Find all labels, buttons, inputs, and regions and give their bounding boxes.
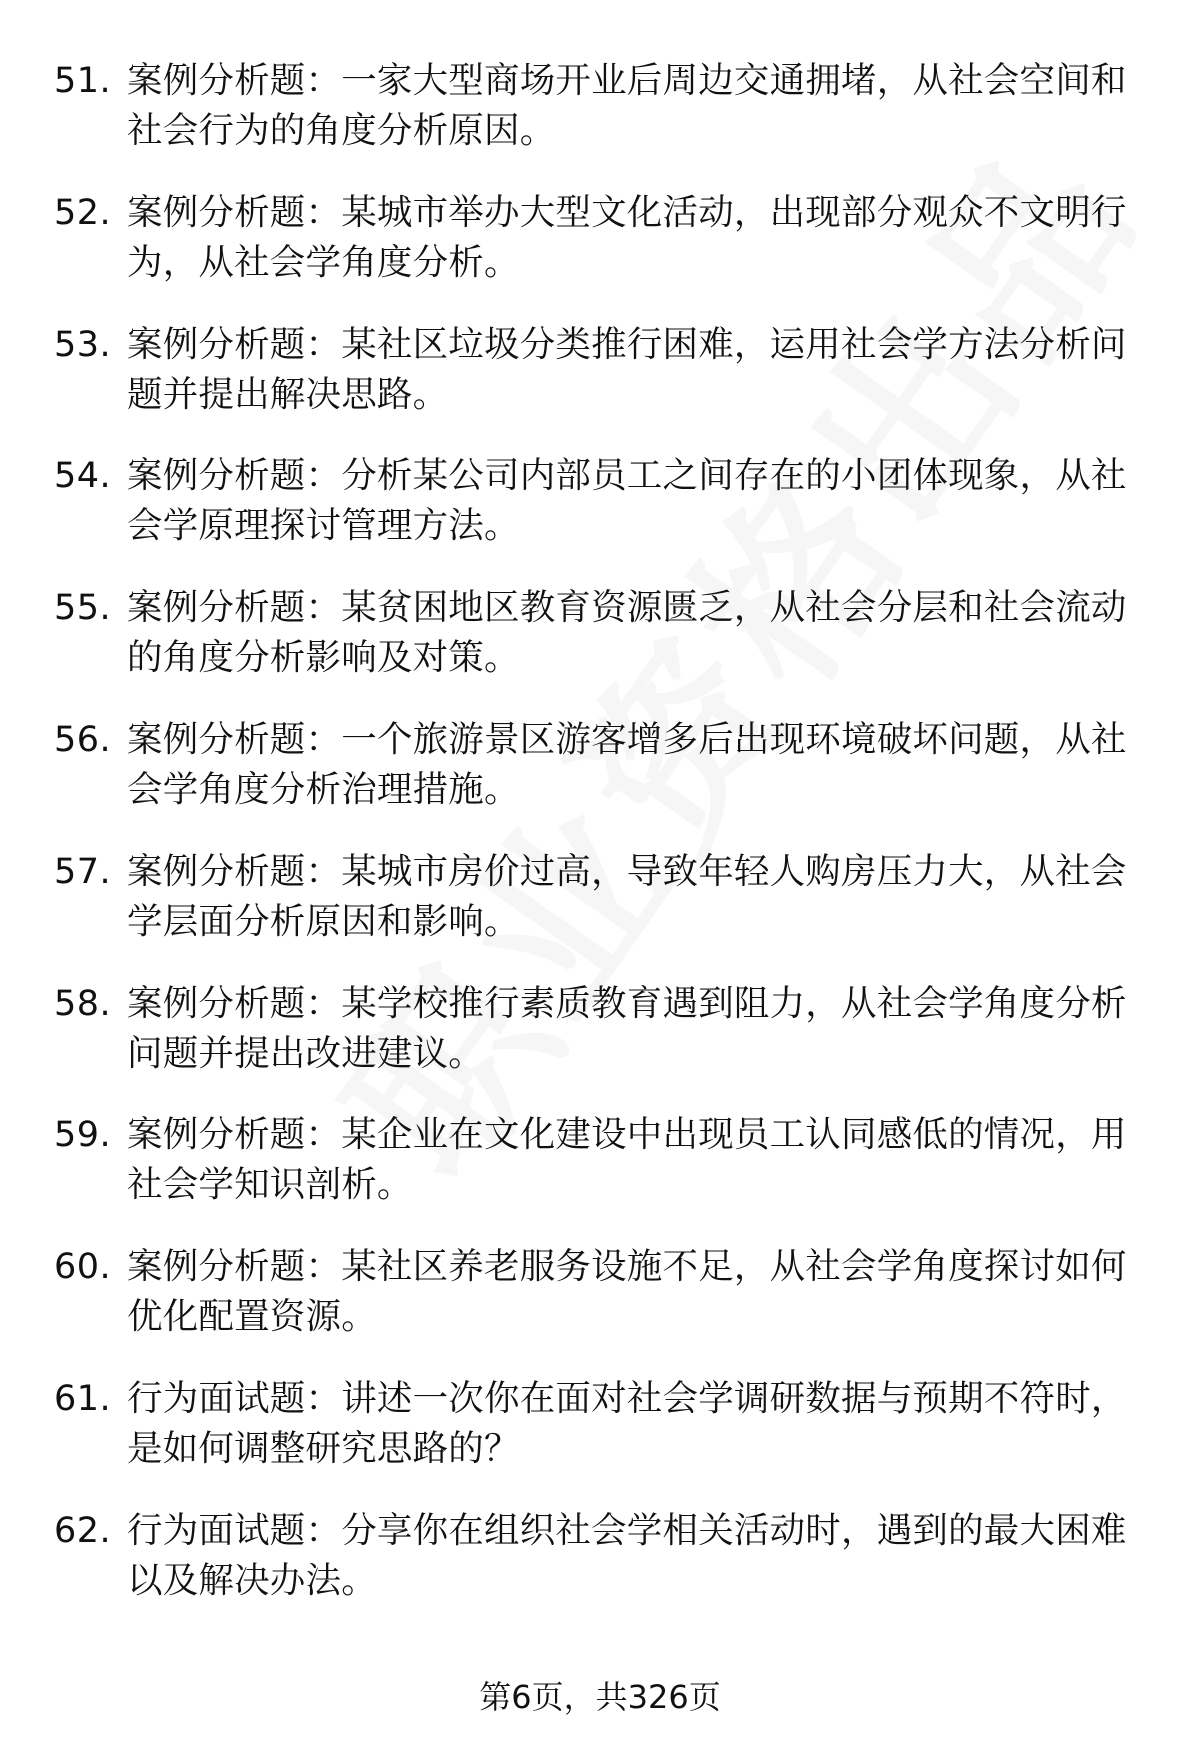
question-number: 51. — [54, 61, 112, 101]
question-number: 52. — [54, 192, 112, 233]
question-item — [0, 320, 1200, 452]
question-text: 案例分析题：一个旅游景区游客增多后出现环境破坏问题，从社会学角度分析治理措施。 — [127, 718, 1127, 810]
question-text: 案例分析题：某企业在文化建设中出现员工认同感低的情况，用社会学知识剖析。 — [127, 1114, 1127, 1206]
question-number: 57. — [54, 851, 112, 892]
question-item — [0, 715, 1200, 847]
question-text: 案例分析题：某学校推行素质教育遇到阻力，从社会学角度分析问题并提出改进建议。 — [127, 982, 1127, 1074]
question-number: 59. — [54, 1115, 112, 1156]
question-item — [0, 1506, 1200, 1638]
question-item — [0, 56, 1200, 188]
question-number: 58. — [54, 983, 112, 1024]
question-text: 案例分析题：一家大型商场开业后周边交通拥堵，从社会空间和社会行为的角度分析原因。 — [127, 60, 1127, 151]
question-list — [0, 56, 1200, 1638]
question-text: 行为面试题：分享你在组织社会学相关活动时，遇到的最大困难以及解决办法。 — [127, 1509, 1127, 1601]
question-item — [0, 188, 1200, 320]
question-text: 行为面试题：讲述一次你在面对社会学调研数据与预期不符时，是如何调整研究思路的？ — [127, 1377, 1127, 1469]
question-item — [0, 1242, 1200, 1374]
question-item — [0, 1374, 1200, 1506]
question-text: 案例分析题：某社区垃圾分类推行困难，运用社会学方法分析问题并提出解决思路。 — [127, 323, 1127, 415]
question-text: 案例分析题：某社区养老服务设施不足，从社会学角度探讨如何优化配置资源。 — [127, 1246, 1127, 1338]
question-number: 53. — [54, 324, 112, 365]
question-number: 54. — [54, 456, 112, 497]
page-footer: 第6页，共326页 — [479, 1678, 721, 1716]
question-number: 62. — [54, 1510, 112, 1551]
question-number: 56. — [54, 719, 112, 760]
question-number: 55. — [54, 588, 112, 629]
question-text: 案例分析题：某城市房价过高，导致年轻人购房压力大，从社会学层面分析原因和影响。 — [127, 850, 1127, 942]
question-item — [0, 847, 1200, 979]
question-item — [0, 979, 1200, 1111]
question-item — [0, 1110, 1200, 1242]
question-item — [0, 451, 1200, 583]
question-text: 案例分析题：分析某公司内部员工之间存在的小团体现象，从社会学原理探讨管理方法。 — [127, 455, 1127, 547]
question-number: 60. — [54, 1247, 112, 1288]
question-number: 61. — [54, 1378, 112, 1419]
question-text: 案例分析题：某贫困地区教育资源匮乏，从社会分层和社会流动的角度分析影响及对策。 — [127, 587, 1127, 679]
question-item — [0, 583, 1200, 715]
question-text: 案例分析题：某城市举办大型文化活动，出现部分观众不文明行为，从社会学角度分析。 — [127, 191, 1127, 283]
